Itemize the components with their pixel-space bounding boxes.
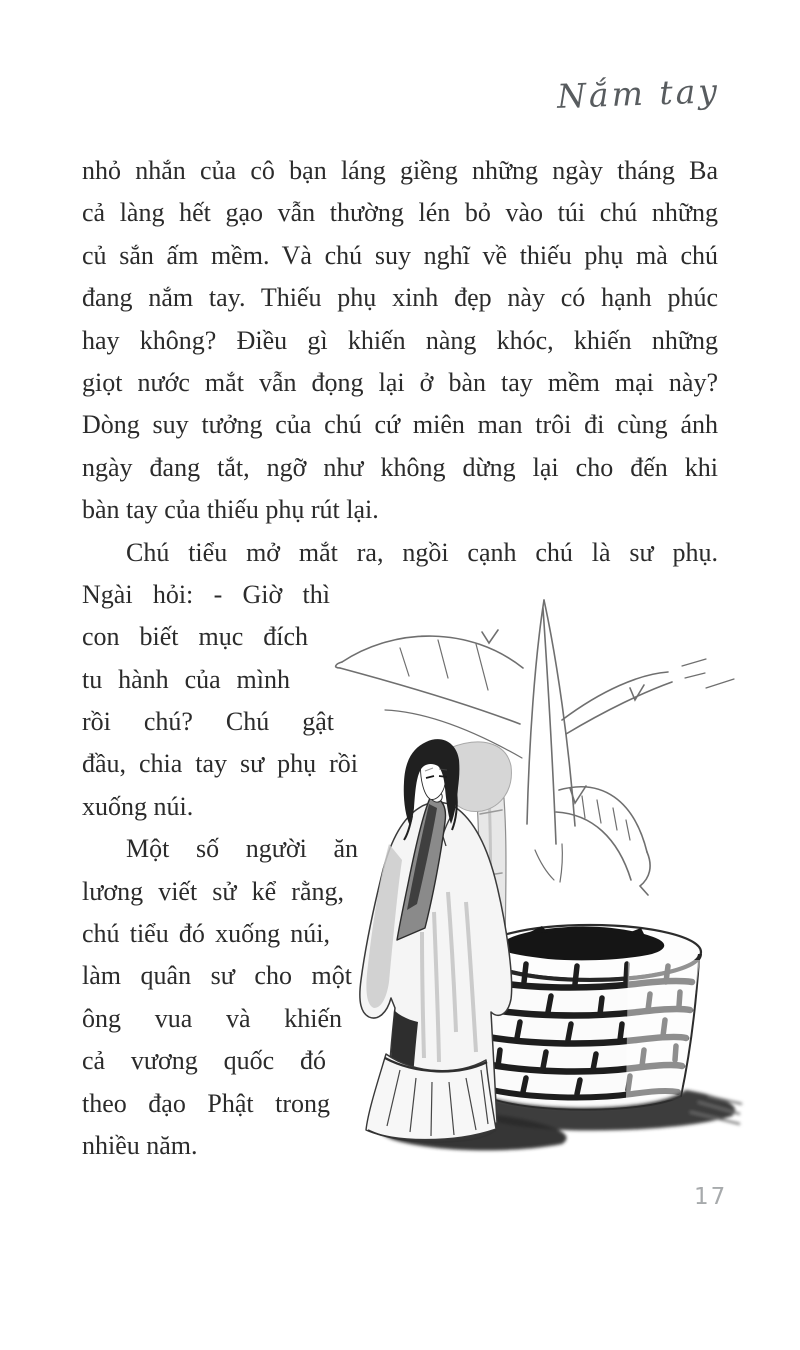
text-line: đầu, chia tay sư phụ rồi (82, 749, 358, 779)
text-line: tu hành của mình (82, 664, 290, 694)
text-line: xuống núi. (82, 791, 194, 821)
text-line: bàn tay của thiếu phụ rút lại. (82, 495, 379, 525)
text-line: hay không? Điều gì khiến nàng khóc, khiến những (82, 325, 718, 355)
text-line: theo đạo Phật trong (82, 1088, 330, 1118)
text-line: lương viết sử kể rằng, (82, 876, 344, 906)
text-line: con biết mục đích (82, 622, 308, 652)
text-line: đang nắm tay. Thiếu phụ xinh đẹp này có hạnh phúc (82, 283, 718, 313)
text-line: Dòng suy tưởng của chú cứ miên man trôi đi cùng ánh (82, 410, 718, 440)
well-illustration (479, 925, 701, 1110)
text-line: rồi chú? Chú gật (82, 707, 334, 737)
text-line: Một số người ăn (126, 834, 358, 864)
text-line: giọt nước mắt vẫn đọng lại ở bàn tay mềm mại này? (82, 367, 718, 397)
text-line: nhiều năm. (82, 1130, 198, 1160)
chapter-title: Nắm tay (556, 71, 721, 116)
page-number: 17 (694, 1184, 728, 1210)
text-line: nhỏ nhắn của cô bạn láng giềng những ngày tháng Ba (82, 156, 718, 185)
ink-illustration (330, 592, 790, 1212)
text-line: cả vương quốc đó (82, 1046, 326, 1076)
text-line: làm quân sư cho một (82, 961, 352, 991)
text-line: ông vua và khiến (82, 1003, 342, 1033)
text-line: Ngài hỏi: - Giờ thì (82, 579, 330, 609)
text-line: củ sắn ấm mềm. Và chú suy nghĩ về thiếu phụ mà chú (82, 240, 718, 270)
text-line: cả làng hết gạo vẫn thường lén bỏ vào túi chú những (82, 198, 718, 228)
text-line: ngày đang tắt, ngỡ như không dừng lại cho đến khi (82, 452, 718, 482)
text-line: Chú tiểu mở mắt ra, ngồi cạnh chú là sư phụ. (126, 537, 718, 567)
text-line: chú tiểu đó xuống núi, (82, 919, 330, 949)
